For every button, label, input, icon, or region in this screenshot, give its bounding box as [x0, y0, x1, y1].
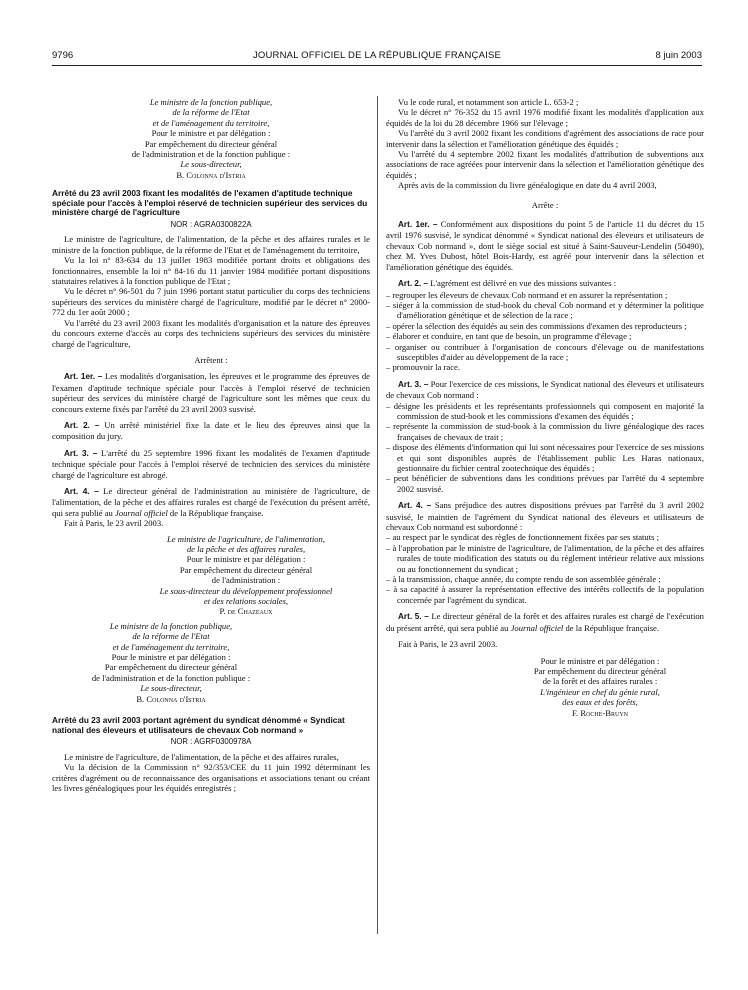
signatory-name: P. de Chazeaux — [219, 606, 273, 617]
article-label: Art. 2. – — [64, 420, 100, 430]
article-label: Art. 4. – — [64, 486, 99, 496]
issue-date: 8 juin 2003 — [655, 50, 702, 61]
right-column — [386, 97, 704, 718]
list-item: – dispose des éléments d'information qui lui sont nécessaires pour l'exercice de ses missions et qui sont disponibles auprès de l'établissement public Les Haras nationaux, gestionnaire du fichier central zootechnique des équidés ; — [386, 442, 704, 473]
list-item: – désigne les présidents et les représentants professionnels qui composent en majorité la commission de stud-book et les commissions d'examen des équidés ; — [386, 400, 704, 421]
article-label: Art. 1er. – — [64, 372, 103, 382]
paragraph: Vu la décision de la Commission n° 92/353/CEE du 11 juin 1992 déterminant les critères d'agrément ou de reconnaissance des organisations et associations tenant ou créant les livres généalogiques pour les équidés enregistrés ; — [52, 762, 370, 793]
signature-line: Pour le ministre et par délégation : — [540, 655, 660, 666]
signature-line: de la pêche et des affaires rurales, — [186, 544, 306, 554]
list-item: – représente la commission de stud-book à la commission du livre généalogique des races françaises de chevaux de trait ; — [386, 421, 704, 442]
mission-list — [386, 401, 704, 495]
signature-block — [52, 621, 370, 704]
signature-line: de l'administration et de la fonction publique : — [91, 672, 251, 683]
paragraph: Vu la loi n° 83-634 du 13 juillet 1983 modifiée portant droits et obligations des fonctionnaires, ensemble la loi n° 84-16 du 11 janvier 1984 modifiée portant dispositions statutaires relatives à la fonction publique de l'Etat ; — [52, 255, 370, 287]
list-item: – au respect par le syndicat des règles de fonctionnement fixées par ses statuts ; — [386, 532, 659, 543]
signature-line: Par empêchement du directeur général — [144, 138, 278, 149]
article-4 — [52, 486, 370, 518]
signature-line: et de l'aménagement du territoire, — [152, 117, 270, 128]
signature-line: de la forêt et des affaires rurales : — [542, 676, 658, 687]
article-text: de la République française. — [169, 507, 264, 518]
signature-block — [52, 534, 370, 617]
signature-line: de la réforme de l'Etat — [172, 107, 250, 118]
signatory-name: B. Colonna d'Istria — [136, 693, 206, 704]
page-header — [52, 50, 702, 64]
list-item: – à l'approbation par le ministre de l'agriculture, de l'alimentation, de la pêche et des affaires rurales de toute modification des statuts ou du règlement intérieur relative aux missions ou au fonctionnement du syndicat ; — [386, 542, 704, 574]
paragraph: Vu l'arrêté du 23 avril 2003 fixant les modalités d'organisation et la nature des épreuves du concours externe d'accès au corps des techniciens supérieurs des services du ministère chargé de l'agriculture, — [52, 317, 370, 349]
arrete-heading: Arrête : — [531, 199, 559, 210]
article-label: Art. 5. – — [398, 612, 429, 622]
decree-title: Arrêté du 23 avril 2003 portant agrément du syndicat dénommé « Syndicat national des éleveurs et utilisateurs de chevaux Cob normand » — [52, 715, 345, 735]
article-label: Art. 3. – — [64, 448, 98, 458]
paragraph: Vu le décret n° 96-501 du 7 juin 1996 portant statut particulier du corps des techniciens supérieurs des services du ministère chargé de l'agriculture, modifié par le décret n° 2000-772 du 1er août 2000 ; — [52, 286, 370, 318]
list-item: – à sa capacité à assurer la représentation effective des intérêts collectifs de la population concernée par l'agrément du syndicat. — [386, 584, 704, 605]
article-text: L'arrêté du 25 septembre 1996 fixant les modalités de l'examen d'aptitude technique spéciale pour l'accès à l'emploi réservé de technicien des services du ministère chargé de l'agriculture est abrogé. — [52, 447, 370, 480]
paragraph: Vu le code rural, et notamment son article L. 653-2 ; — [398, 97, 579, 107]
article-text: de la République française. — [565, 622, 660, 633]
signature-line: Le sous-directeur du développement professionnel — [159, 585, 333, 596]
decree-title: Arrêté du 23 avril 2003 fixant les modalités de l'examen d'aptitude technique spéciale pour l'accès à l'emploi réservé de technicien supérieur des services du ministère chargé de l'agriculture — [52, 188, 368, 218]
signature-line: Par empêchement du directeur général — [104, 662, 238, 673]
list-item: – opérer la sélection des équidés au sein des commissions d'examen des reproducteurs ; — [386, 320, 687, 331]
article-text: Un arrêté ministériel fixe la date et le lieu des épreuves ainsi que la composition du jury. — [52, 419, 370, 442]
signatory-name: F. Roche-Bruyn — [571, 707, 629, 718]
signature-line: et des relations sociales, — [203, 596, 289, 607]
arretent-heading: Arrêtent : — [194, 354, 228, 365]
paragraph: Vu le décret n° 76-352 du 15 avril 1976 modifié fixant les modalités d'application aux équidés de la loi du 28 décembre 1966 sur l'élevage ; — [386, 107, 704, 128]
article-label: Art. 1er. – — [398, 220, 438, 230]
article-text: L'agrément est délivré en vue des missions suivantes : — [430, 278, 616, 289]
page-number: 9796 — [52, 50, 74, 61]
signature-line: Le sous-directeur, — [140, 683, 202, 694]
nor-reference: NOR : AGRA0300822A — [170, 220, 252, 230]
signatory-name: B. Colonna d'Istria — [176, 169, 246, 180]
left-column — [52, 97, 370, 793]
list-item: – promouvoir la race. — [386, 362, 460, 373]
paragraph: Le ministre de l'agriculture, de l'alimentation, de la pêche et des affaires rurales et le ministre de la fonction publique, de la réforme de l'Etat et de l'aménagement du territoire, — [52, 234, 370, 255]
article-text: Les modalités d'organisation, les épreuves et le programme des épreuves de l'examen d'aptitude technique spéciale pour l'accès à l'emploi réservé de technicien supérieur des services du ministère chargé de l'agriculture sont les mêmes que ceux du concours externe fixés par l'arrêté du 23 avril 2003 susvisé. — [52, 371, 370, 414]
journal-reference: Journal officiel — [115, 507, 168, 518]
signature-line: Pour le ministre et par délégation : — [151, 128, 271, 139]
header-rule — [52, 65, 702, 66]
article-3 — [386, 379, 704, 401]
paragraph: Le ministre de l'agriculture, de l'alimentation, de la pêche et des affaires rurales, — [64, 751, 339, 762]
journal-title: JOURNAL OFFICIEL DE LA RÉPUBLIQUE FRANÇAISE — [252, 50, 502, 61]
signature-line: Le ministre de la fonction publique, — [109, 620, 233, 631]
signature-line: de l'administration et de la fonction publique : — [131, 149, 291, 160]
list-item: – regrouper les éleveurs de chevaux Cob normand et en assurer la représentation ; — [386, 289, 668, 300]
signature-line: Le ministre de la fonction publique, — [149, 97, 273, 107]
article-5 — [386, 611, 704, 633]
signature-line: Pour le ministre et par délégation : — [111, 652, 231, 663]
fait-a-paris: Fait à Paris, le 23 avril 2003. — [64, 518, 164, 529]
paragraph: Vu l'arrêté du 3 avril 2002 fixant les conditions d'agrément des associations de race pour intervenir dans la sélection et l'amélioration génétique des équidés ; — [386, 128, 704, 149]
signature-line: Le ministre de l'agriculture, de l'alimentation, — [167, 533, 325, 544]
article-text: Sans préjudice des autres dispositions prévues par l'arrêté du 3 avril 2002 susvisé, le maintien de l'agrément du Syndicat national des éleveurs et utilisateurs de chevaux Cob normand est subordonné : — [386, 500, 704, 533]
condition-list — [386, 532, 704, 605]
article-2 — [52, 420, 370, 442]
article-4 — [386, 500, 704, 532]
signature-line: Par empêchement du directeur général — [533, 665, 667, 676]
article-label: Art. 2. – — [398, 279, 429, 289]
article-1 — [386, 219, 704, 272]
signature-block — [52, 97, 370, 180]
paragraph: Vu l'arrêté du 4 septembre 2002 fixant les modalités d'attribution de subventions aux associations de race agréées pour intervenir dans la sélection et l'amélioration génétique des équidés ; — [386, 149, 704, 180]
list-item: – peut bénéficier de subventions dans les conditions prévues par l'arrêté du 4 septembre 2002 susvisé. — [386, 473, 704, 494]
signature-line: de l'administration : — [211, 575, 281, 586]
signature-line: Pour le ministre et par délégation : — [186, 554, 306, 565]
mission-list — [386, 290, 704, 373]
signature-line: L'ingénieur en chef du génie rural, — [540, 686, 660, 697]
signature-block — [386, 656, 704, 718]
article-label: Art. 4. – — [398, 501, 432, 511]
list-item: – élaborer et conduire, en tant que de besoin, un programme d'élevage ; — [386, 331, 632, 342]
paragraph: Après avis de la commission du livre généalogique en date du 4 avril 2003, — [398, 180, 657, 191]
article-2 — [386, 278, 704, 289]
fait-a-paris: Fait à Paris, le 23 avril 2003. — [398, 639, 498, 650]
article-3 — [52, 448, 370, 480]
article-label: Art. 3. – — [398, 379, 429, 389]
article-text: Pour l'exercice de ces missions, le Syndicat national des éleveurs et utilisateurs de chevaux Cob normand : — [386, 378, 704, 401]
article-text: Le directeur général de l'administration au ministère de l'agriculture, de l'alimentation, de la pêche et des affaires rurales est chargé de l'exécution du présent arrêté, qui sera publié au — [52, 485, 370, 518]
signature-line: et de l'aménagement du territoire, — [112, 641, 230, 652]
list-item: – siéger à la commission de stud-book du cheval Cob normand et y déterminer la politique d'amélioration génétique et de sélection de la race ; — [386, 299, 704, 321]
signature-line: des eaux et des forêts, — [562, 697, 638, 708]
column-divider — [377, 96, 378, 934]
nor-reference: NOR : AGRF0300978A — [170, 737, 252, 747]
article-text: Le directeur général de la forêt et des affaires rurales est chargé de l'exécution du présent arrêté, qui sera publié au — [386, 611, 704, 633]
signature-line: Par empêchement du directeur général — [179, 564, 313, 575]
article-1 — [52, 371, 370, 414]
article-text: Conformément aux dispositions du point 5 de l'article 11 du décret du 15 avril 1976 susvisé, le syndicat dénommé « Syndicat national des éleveurs et utilisateurs de chevaux Cob normand », dont le siège social est situé à Saint-Sauveur-Lendelin (50490), chez M. Yves Dubost, hôtel Bois-Hardy, est agréé pour intervenir dans la sélection et l'amélioration génétique des équidés. — [386, 219, 704, 272]
signature-line: Le sous-directeur, — [180, 159, 242, 170]
list-item: – à la transmission, chaque année, du compte rendu de son assemblée générale ; — [386, 574, 661, 585]
signature-line: de la réforme de l'Etat — [132, 631, 210, 642]
list-item: – organiser ou contribuer à l'organisation de concours d'élevage ou de manifestations susceptibles d'aider au développement de la race ; — [386, 341, 704, 362]
journal-reference: Journal officiel — [510, 622, 564, 633]
